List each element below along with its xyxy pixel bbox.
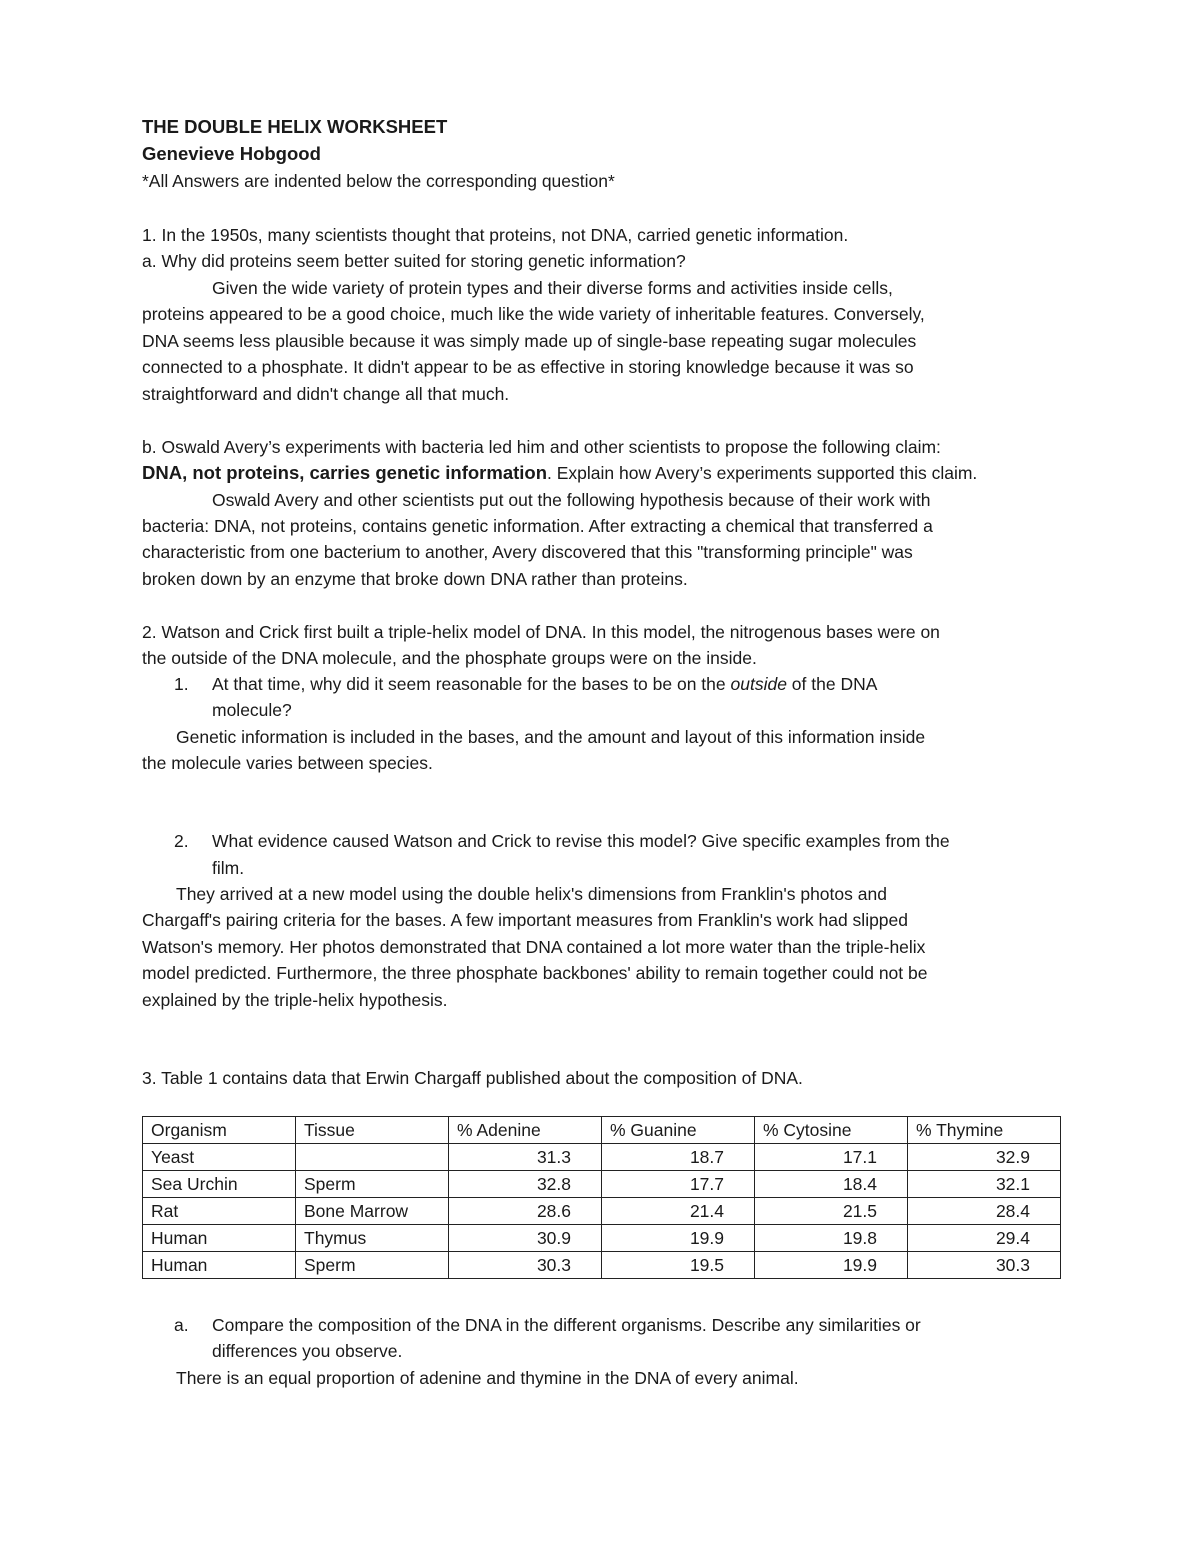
table-header-row (143, 1117, 1061, 1144)
q1-intro: 1. In the 1950s, many scientists thought that proteins, not DNA, carried genetic information. (142, 225, 849, 245)
table-header-cell: % Cytosine (755, 1117, 908, 1144)
q1b-answer-line: bacteria: DNA, not proteins, contains genetic information. After extracting a chemical that transferred a (142, 516, 933, 536)
q2-sub1-question-cont: molecule? (212, 700, 292, 720)
table-cell: 17.7 (602, 1171, 755, 1198)
table-cell: Thymus (296, 1225, 449, 1252)
table-cell: Human (143, 1225, 296, 1252)
q2-sub2-number: 2. (174, 831, 189, 851)
answers-note: *All Answers are indented below the corresponding question* (142, 171, 615, 191)
q1b-question-rest: . Explain how Avery’s experiments supported this claim. (547, 463, 978, 483)
q3a-question-cont: differences you observe. (212, 1341, 403, 1361)
table-cell: Sperm (296, 1171, 449, 1198)
q1b-claim: DNA, not proteins, carries genetic information (142, 462, 548, 483)
table-cell: 32.9 (908, 1144, 1061, 1171)
table-row (143, 1225, 1061, 1252)
table-header-cell: Tissue (296, 1117, 449, 1144)
q3a-answer: There is an equal proportion of adenine and thymine in the DNA of every animal. (176, 1368, 799, 1388)
q1b-answer-line: characteristic from one bacterium to another, Avery discovered that this "transforming principle" was (142, 542, 913, 562)
q2-sub2-question-cont: film. (212, 858, 245, 878)
table-cell (296, 1144, 449, 1171)
q2-sub1-answer-line: Genetic information is included in the bases, and the amount and layout of this information inside (176, 727, 926, 747)
q2-sub2-answer-line: They arrived at a new model using the double helix's dimensions from Franklin's photos and (176, 884, 887, 904)
q3a-question: Compare the composition of the DNA in the different organisms. Describe any similarities or (212, 1315, 921, 1335)
table-cell: Sperm (296, 1252, 449, 1279)
table-cell: 32.8 (449, 1171, 602, 1198)
q1a-answer-line: DNA seems less plausible because it was simply made up of single-base repeating sugar molecules (142, 331, 917, 351)
table-cell: Human (143, 1252, 296, 1279)
q2-sub1-answer-line: the molecule varies between species. (142, 753, 433, 773)
table-row (143, 1198, 1061, 1225)
table-cell: 30.3 (908, 1252, 1061, 1279)
q1a-answer-line: connected to a phosphate. It didn't appear to be as effective in storing knowledge because it was so (142, 357, 914, 377)
q2-sub1-question: At that time, why did it seem reasonable for the bases to be on the outside of the DNA (212, 674, 878, 694)
table-cell: 28.4 (908, 1198, 1061, 1225)
table-cell: 18.7 (602, 1144, 755, 1171)
table-header-cell: % Guanine (602, 1117, 755, 1144)
table-row (143, 1171, 1061, 1198)
q1a-answer-line: Given the wide variety of protein types and their diverse forms and activities inside cells, (212, 278, 893, 298)
q1b-claim-line (142, 462, 977, 484)
table-cell: 32.1 (908, 1171, 1061, 1198)
q2-sub2-answer-line: model predicted. Furthermore, the three phosphate backbones' ability to remain together could not be (142, 963, 928, 983)
q3-intro: 3. Table 1 contains data that Erwin Chargaff published about the composition of DNA. (142, 1068, 803, 1088)
table-cell: 21.5 (755, 1198, 908, 1225)
table-cell: 28.6 (449, 1198, 602, 1225)
table-cell: 21.4 (602, 1198, 755, 1225)
table-cell: 19.9 (755, 1252, 908, 1279)
table-cell: 30.3 (449, 1252, 602, 1279)
table-cell: 30.9 (449, 1225, 602, 1252)
q1a-answer-line: straightforward and didn't change all that much. (142, 384, 510, 404)
table-cell: 19.8 (755, 1225, 908, 1252)
table-cell: 19.5 (602, 1252, 755, 1279)
q2-intro-line: 2. Watson and Crick first built a triple-helix model of DNA. In this model, the nitrogenous bases were on (142, 622, 940, 642)
chargaff-data-table (142, 1116, 1061, 1279)
table-cell: 17.1 (755, 1144, 908, 1171)
q2-sub2-answer-line: explained by the triple-helix hypothesis. (142, 990, 448, 1010)
q1a-answer-line: proteins appeared to be a good choice, much like the wide variety of inheritable features. Conversely, (142, 304, 925, 324)
table-row (143, 1252, 1061, 1279)
table-cell: 19.9 (602, 1225, 755, 1252)
table-cell: 31.3 (449, 1144, 602, 1171)
table-row (143, 1144, 1061, 1171)
q2-sub2-answer-line: Chargaff's pairing criteria for the bases. A few important measures from Franklin's work had slipped (142, 910, 909, 930)
table-header-cell: % Adenine (449, 1117, 602, 1144)
q2-sub1-number: 1. (174, 674, 189, 694)
table-cell: Sea Urchin (143, 1171, 296, 1198)
table-cell: Rat (143, 1198, 296, 1225)
q2-sub2-answer-line: Watson's memory. Her photos demonstrated that DNA contained a lot more water than the triple-helix (142, 937, 926, 957)
q2-intro-line: the outside of the DNA molecule, and the phosphate groups were on the inside. (142, 648, 757, 668)
q1b-answer-line: Oswald Avery and other scientists put out the following hypothesis because of their work with (212, 490, 931, 510)
table-cell: 29.4 (908, 1225, 1061, 1252)
q2-sub2-question: What evidence caused Watson and Crick to revise this model? Give specific examples from the (212, 831, 950, 851)
table-cell: 18.4 (755, 1171, 908, 1198)
q1a-question: a. Why did proteins seem better suited for storing genetic information? (142, 251, 686, 271)
q3a-number: a. (174, 1315, 189, 1335)
author-name: Genevieve Hobgood (142, 143, 321, 164)
table-header-cell: Organism (143, 1117, 296, 1144)
table-cell: Yeast (143, 1144, 296, 1171)
table-cell: Bone Marrow (296, 1198, 449, 1225)
q1b-question: b. Oswald Avery’s experiments with bacteria led him and other scientists to propose the following claim: (142, 437, 941, 457)
worksheet-title: THE DOUBLE HELIX WORKSHEET (142, 116, 448, 137)
table-header-cell: % Thymine (908, 1117, 1061, 1144)
q1b-answer-line: broken down by an enzyme that broke down DNA rather than proteins. (142, 569, 688, 589)
